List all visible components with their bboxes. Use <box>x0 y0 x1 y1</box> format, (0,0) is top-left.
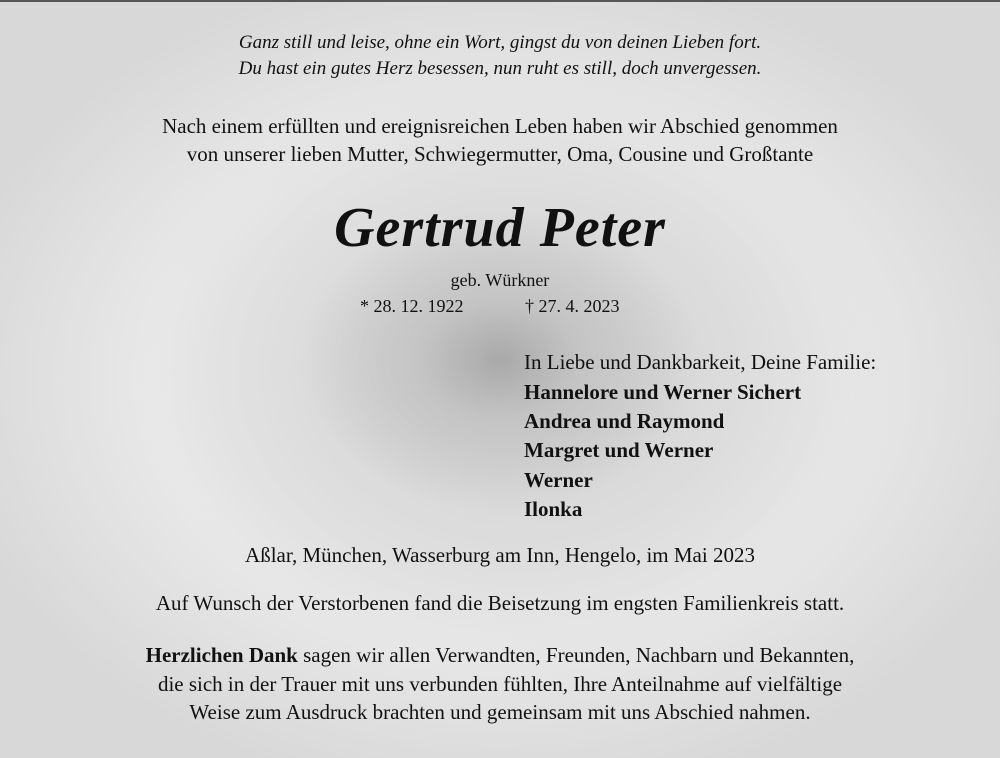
poem-line-2: Du hast ein gutes Herz besessen, nun ruht es still, doch unvergessen. <box>238 58 762 79</box>
death-date: † 27. 4. 2023 <box>525 296 620 316</box>
maiden-name: geb. Würkner <box>450 270 550 290</box>
thanks-line-1-rest: sagen wir allen Verwandten, Freunden, Nachbarn und Bekannten, <box>297 643 855 667</box>
birth-date: * 28. 12. 1922 <box>360 296 464 316</box>
family-intro: In Liebe und Dankbarkeit, Deine Familie: <box>524 350 877 374</box>
burial-note: Auf Wunsch der Verstorbenen fand die Beisetzung im engsten Familienkreis statt. <box>155 591 845 615</box>
family-member: Andrea und Raymond <box>524 409 725 433</box>
family-member: Hannelore und Werner Sichert <box>524 380 802 404</box>
thanks-line-3: Weise zum Ausdruck brachten und gemeinsam mit uns Abschied nahmen. <box>189 700 811 724</box>
thanks-line-1 <box>0 643 1000 668</box>
deceased-name: Gertrud Peter <box>334 197 666 259</box>
thanks-line-2: die sich in der Trauer mit uns verbunden fühlten, Ihre Anteilnahme auf vielfältige <box>157 672 843 696</box>
place-date: Aßlar, München, Wasserburg am Inn, Hengelo, im Mai 2023 <box>245 543 755 567</box>
family-member: Werner <box>524 468 593 492</box>
family-member: Ilonka <box>524 497 583 521</box>
poem-line-1: Ganz still und leise, ohne ein Wort, gingst du von deinen Lieben fort. <box>238 32 762 53</box>
intro-line-1: Nach einem erfüllten und ereignisreichen Leben haben wir Abschied genommen <box>162 114 838 138</box>
intro-line-2: von unserer lieben Mutter, Schwiegermutter, Oma, Cousine und Großtante <box>186 142 814 166</box>
thanks-bold: Herzlichen Dank <box>145 643 298 667</box>
family-member: Margret und Werner <box>524 438 714 462</box>
